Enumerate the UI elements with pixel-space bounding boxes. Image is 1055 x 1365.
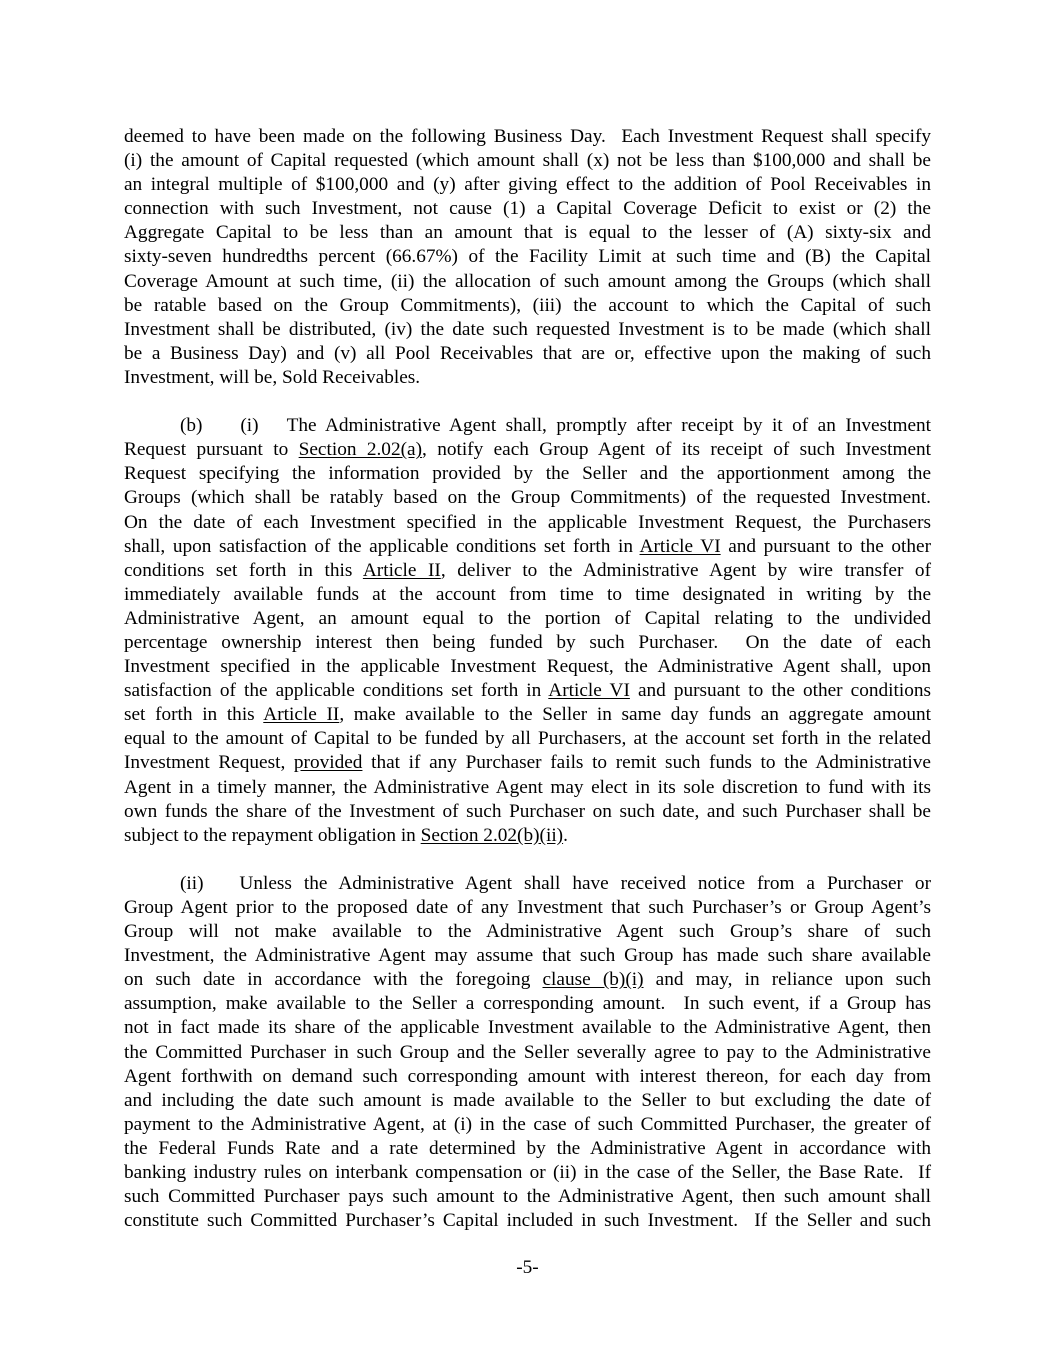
text-line — [124, 294, 931, 318]
text-line — [124, 607, 931, 631]
text-segment: percentage ownership interest then being funded by such Purchaser. On the date of each — [124, 631, 931, 653]
text-segment: Request pursuant to — [124, 439, 299, 461]
text-line — [124, 872, 931, 896]
text-line — [124, 1137, 931, 1161]
text-line — [124, 727, 931, 751]
text-line — [124, 896, 931, 920]
text-segment: subject to the repayment obligation in — [124, 824, 421, 846]
text-segment: (ii) Unless the Administrative Agent shall have received notice from a Purchaser or — [180, 872, 931, 894]
text-line — [124, 414, 931, 438]
text-line — [124, 968, 931, 992]
text-segment: Agent forthwith on demand such corresponding amount with interest thereon, for each day from — [124, 1065, 931, 1087]
text-line — [124, 992, 931, 1016]
text-line — [124, 462, 931, 486]
text-line — [124, 1065, 931, 1089]
text-line — [124, 318, 931, 342]
text-segment: banking industry rules on interbank compensation or (ii) in the case of the Seller, the Base Rate. If — [124, 1162, 931, 1184]
text-line — [124, 631, 931, 655]
text-line — [124, 486, 931, 510]
text-segment: that if any Purchaser fails to remit such funds to the Administrative — [362, 752, 931, 774]
text-segment: and including the date such amount is made available to the Seller to but excluding the date of — [124, 1089, 931, 1111]
text-line — [124, 920, 931, 944]
text-line — [124, 1209, 931, 1233]
text-line — [124, 270, 931, 294]
text-line — [124, 944, 931, 968]
text-line — [124, 149, 931, 173]
text-line — [124, 125, 931, 149]
text-segment: Group Agent prior to the proposed date of any Investment that such Purchaser’s or Group Agent’s — [124, 897, 931, 918]
text-segment: Request specifying the information provided by the Seller and the apportionment among the — [124, 463, 931, 485]
cross-reference-link[interactable]: Article VI — [548, 680, 630, 702]
text-line — [124, 1113, 931, 1137]
text-line — [124, 1016, 931, 1040]
text-segment: and may, in reliance upon such — [643, 969, 931, 991]
text-line — [124, 751, 931, 775]
text-segment: (i) the amount of Capital requested (which amount shall (x) not be less than $100,000 and shall be — [124, 150, 931, 172]
paragraph-section-b-ii — [124, 872, 931, 1233]
text-segment: not in fact made its share of the applicable Investment available to the Administrative Agent, then — [124, 1017, 931, 1039]
text-line — [124, 1185, 931, 1209]
text-segment: (b) (i) The Administrative Agent shall, promptly after receipt by it of an Investment — [180, 415, 931, 437]
text-segment: Investment Request, — [124, 752, 294, 774]
text-line — [124, 824, 931, 848]
text-segment: equal to the amount of Capital to be funded by all Purchasers, at the account set forth in the related — [124, 728, 931, 750]
paragraph-investment-request — [124, 125, 931, 390]
text-segment: on such date in accordance with the foregoing — [124, 969, 543, 991]
cross-reference-link[interactable]: provided — [293, 752, 363, 774]
text-segment: connection with such Investment, not cause (1) a Capital Coverage Deficit to exist or (2) the — [124, 198, 931, 220]
cross-reference-link[interactable]: Article II — [362, 559, 441, 581]
text-line — [124, 1041, 931, 1065]
text-segment: set forth in this — [124, 704, 264, 726]
text-segment: deemed to have been made on the following Business Day. Each Investment Request shall specify — [124, 126, 931, 147]
cross-reference-link[interactable]: Article VI — [639, 535, 721, 557]
text-segment: and pursuant to the other — [720, 535, 931, 557]
text-segment: , notify each Group Agent of its receipt of such Investment — [422, 439, 932, 461]
text-line — [124, 776, 931, 800]
text-segment: , deliver to the Administrative Agent by wire transfer of — [440, 559, 931, 581]
text-segment: Aggregate Capital to be less than an amount that is equal to the lesser of (A) sixty-six and — [124, 222, 931, 244]
text-segment: Coverage Amount at such time, (ii) the allocation of such amount among the Groups (which shall — [124, 270, 931, 292]
text-segment: payment to the Administrative Agent, at (i) in the case of such Committed Purchaser, the greater of — [124, 1113, 931, 1135]
text-segment: assumption, make available to the Seller a corresponding amount. In such event, if a Group has — [124, 993, 931, 1015]
text-segment: On the date of each Investment specified in the applicable Investment Request, the Purchasers — [124, 511, 931, 533]
text-line — [124, 221, 931, 245]
text-line — [124, 511, 931, 535]
text-segment: Groups (which shall be ratably based on the Group Commitments) of the requested Investment. — [124, 487, 931, 509]
text-segment: . — [563, 824, 568, 846]
text-segment: such Committed Purchaser pays such amount to the Administrative Agent, then such amount shall — [124, 1186, 931, 1208]
text-segment: Administrative Agent, an amount equal to the portion of Capital relating to the undivided — [124, 607, 931, 629]
text-segment: Agent in a timely manner, the Administrative Agent may elect in its sole discretion to fund with its — [124, 776, 931, 798]
text-line — [124, 655, 931, 679]
text-segment: Investment shall be distributed, (iv) the date such requested Investment is to be made (which shall — [124, 318, 931, 340]
text-line — [124, 1161, 931, 1185]
text-segment: conditions set forth in this — [124, 559, 363, 581]
paragraph-section-b-i — [124, 414, 931, 848]
text-segment: be ratable based on the Group Commitments), (iii) the account to which the Capital of such — [124, 294, 931, 316]
text-segment: an integral multiple of $100,000 and (y) after giving effect to the addition of Pool Receivables in — [124, 174, 931, 196]
text-line — [124, 438, 931, 462]
text-line — [124, 535, 931, 559]
text-line — [124, 703, 931, 727]
text-segment: Group will not make available to the Administrative Agent such Group’s share of such — [124, 921, 931, 943]
cross-reference-link[interactable]: Section 2.02(b)(ii) — [420, 824, 564, 846]
text-segment: own funds the share of the Investment of such Purchaser on such date, and such Purchaser shall be — [124, 800, 931, 822]
text-segment: be a Business Day) and (v) all Pool Receivables that are or, effective upon the making of such — [124, 342, 931, 364]
text-segment: the Committed Purchaser in such Group and the Seller severally agree to pay to the Administrative — [124, 1041, 931, 1063]
text-segment: sixty-seven hundredths percent (66.67%) of the Facility Limit at such time and (B) the Capital — [124, 246, 931, 268]
text-line — [124, 800, 931, 824]
page-number: -5- — [516, 1257, 539, 1278]
text-line — [124, 1089, 931, 1113]
text-segment: Investment specified in the applicable Investment Request, the Administrative Agent shall, upon — [124, 656, 931, 678]
document-body — [124, 125, 931, 1257]
cross-reference-link[interactable]: clause (b)(i) — [542, 969, 644, 991]
text-line — [124, 366, 931, 390]
text-segment: Investment, the Administrative Agent may assume that such Group has made such share available — [124, 945, 931, 967]
text-segment: immediately available funds at the account from time to time designated in writing by the — [124, 583, 931, 605]
text-segment: shall, upon satisfaction of the applicable conditions set forth in — [124, 535, 640, 557]
cross-reference-link[interactable]: Article II — [263, 704, 340, 726]
text-segment: satisfaction of the applicable conditions set forth in — [124, 680, 549, 702]
text-line — [124, 679, 931, 703]
text-line — [124, 559, 931, 583]
text-line — [124, 197, 931, 221]
text-segment: constitute such Committed Purchaser’s Capital included in such Investment. If the Seller and such — [124, 1210, 931, 1232]
text-segment: Investment, will be, Sold Receivables. — [124, 366, 421, 388]
text-line — [124, 245, 931, 269]
text-segment: the Federal Funds Rate and a rate determined by the Administrative Agent in accordance with — [124, 1137, 931, 1159]
text-segment: , make available to the Seller in same day funds an aggregate amount — [339, 704, 931, 726]
text-segment: and pursuant to the other conditions — [629, 680, 931, 702]
text-line — [124, 583, 931, 607]
text-line — [124, 342, 931, 366]
text-line — [124, 173, 931, 197]
cross-reference-link[interactable]: Section 2.02(a) — [298, 439, 422, 461]
